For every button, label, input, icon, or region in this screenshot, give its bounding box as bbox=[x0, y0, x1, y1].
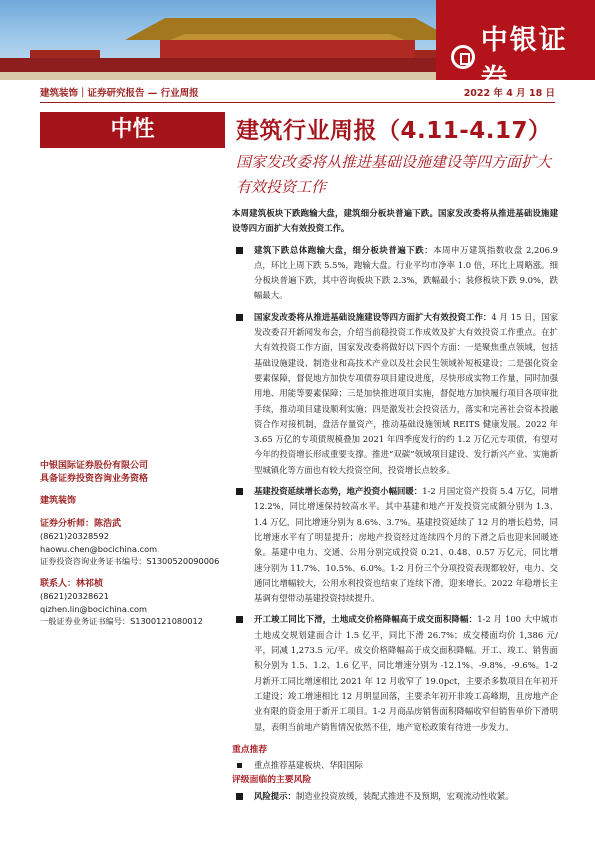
item-text: 本周申万建筑指数收盘 2,206.9 点，环比上周下跌 5.5%，跑输大盘。行业平均市净率 1.0 倍，环比上周略涨。细分板块普遍下跌，其中咨询板块下跌 2.3%，跌幅最小；装修板块下跌 9.0%，跌幅最大。 bbox=[254, 244, 558, 301]
item-text: 1-2 月国定资产投资 5.4 万亿，同增 12.2%，同比增速保持较高水平。其中基建和地产开发投资完成额分别为 1.3、1.4 万亿，同比增速分别为 8.6%、3.7%。基建投资延续了 12 月的增长趋势，同比增速水平有了明显提升；房地产投资经过连续四个月的下滑之后也迎来回暖迹象。基建中电力、交通、公用分别完成投资 0.21、0.48、0.57 万亿元，同比增速分别为 11.7%、10.5%、6.0%。1-2 月份三个分项投资表现都较好，电力、交通同比增幅较大，公用水利投资也结束了连续下滑，迎来增长。2022 年稳增长主基调有望带动基建投资持续提升。 bbox=[254, 486, 559, 604]
bullet-icon bbox=[236, 247, 243, 254]
item-lead: 国家发改委将从推进基础设施建设等四方面扩大有效投资工作： bbox=[254, 311, 492, 322]
contact-name: 联系人：林祁桢 bbox=[40, 578, 104, 589]
analyst-phone: (8621)20328592 bbox=[40, 531, 109, 541]
analyst-email[interactable]: haowu.chen@bocichina.com bbox=[40, 543, 158, 554]
risk-item bbox=[232, 789, 558, 804]
list-item bbox=[232, 310, 558, 478]
contact-cert: 一般证券业务证书编号：S1300121080012 bbox=[40, 616, 203, 626]
list-item bbox=[232, 612, 558, 734]
contact-email[interactable]: qizhen.lin@bocichina.com bbox=[40, 603, 147, 614]
report-body bbox=[232, 206, 558, 804]
list-item bbox=[232, 243, 558, 304]
risk-text: 制造业投资放缓，装配式推进不及预期，宏观流动性收紧。 bbox=[295, 790, 514, 801]
category-label: 建筑装饰｜证券研究报告 — 行业周报 bbox=[40, 88, 199, 99]
item-lead: 基建投资延续增长态势，地产投资小幅回暖： bbox=[254, 486, 423, 497]
analyst-name: 证券分析师：陈浩武 bbox=[40, 518, 122, 529]
sector-name: 建筑装饰 bbox=[40, 496, 77, 506]
bullet-icon bbox=[237, 763, 242, 768]
category-bar bbox=[0, 80, 595, 104]
item-text: 4 月 15 日，国家发改委召开新闻发布会，介绍当前稳投资工作成效及扩大有效投资工作重点。在扩大有效投资工作方面，国家发改委将做好以下四个方面：一是聚焦重点领域，包括基础设施建设、制造业和高技术产业以及社会民生领域补短板建设；二是强化资金要素保障，督促地方加快专项债券项目建设进度，尽快形成实物工作量，同时加强用地、用能等要素保障；三是加快推进项目实施，督促地方加快履行项目各项审批手续，推动项目建设顺利实施；四是激发社会投资活力，落实和完善社会资本投融资合作对接机制，盘活存量资产，推动基础设施领域 REITS 健康发展。2022 年 3.65 万亿的专项债规模叠加 2021 年四季度发行的约 1.2 万亿元专项债，有望对今年的投资增长形成重要支撑。推进“双碳”领域项目建设、发行新兴产业、实施新型城镇化等方面也有较大投资空间，投资增长点较多。 bbox=[254, 311, 558, 475]
contact-phone: (8621)20328621 bbox=[40, 591, 109, 601]
item-lead: 建筑下跌总体跑输大盘，细分板块普遍下跌： bbox=[254, 244, 434, 255]
bullet-icon bbox=[236, 488, 243, 495]
analyst-cert: 证券投资咨询业务证书编号：S1300520090006 bbox=[40, 556, 220, 566]
focus-item bbox=[232, 758, 558, 773]
item-lead: 开工竣工同比下滑，土地成交价格降幅高于成交面积降幅： bbox=[254, 614, 478, 625]
rating-badge: 中性 bbox=[40, 112, 225, 148]
report-title: 建筑行业周报（4.11-4.17） bbox=[236, 118, 552, 144]
logo-text: 中银证 bbox=[480, 25, 568, 56]
bullet-icon bbox=[236, 616, 243, 623]
focus-text: 重点推荐基建板块、华阳国际 bbox=[254, 760, 363, 771]
risk-lead: 风险提示： bbox=[254, 790, 296, 801]
report-subtitle: 国家发改委将从推进基础设施建设等四方面扩大有效投资工作 bbox=[236, 153, 552, 196]
bullet-icon bbox=[236, 793, 243, 800]
risk-heading: 评级面临的主要风险 bbox=[232, 775, 312, 786]
list-item bbox=[232, 484, 558, 606]
bullet-icon bbox=[236, 314, 243, 321]
intro-paragraph: 本周建筑板块下跌跑输大盘，建筑细分板块普遍下跌。国家发改委将从推进基础设施建设等四方面扩大有效投资工作。 bbox=[232, 208, 558, 234]
company-name: 中银国际证券股份有限公司 bbox=[40, 461, 149, 471]
focus-heading: 重点推荐 bbox=[232, 744, 268, 755]
sidebar-contacts bbox=[40, 460, 220, 628]
header-divider bbox=[40, 102, 555, 103]
item-text: 1-2 月 100 大中城市土地成交规划建面合计 1.5 亿平，同比下滑 26.7%；成交楼面均价 1,386 元/平，同减 1,273.5 元/平。成交价格降幅高于成交面积降幅。开工、竣工、销售面积分别为 1.5、1.2、1.6 亿平，同比增速分别为 -12.1%、-9.8%、-9.6%。1-2 月新开工同比增速相比 2021 年 12 月收窄了 19.0pct，主要杀多数项目在年初开工建设；竣工增速相比 12 月明显回落，主要杀年初开非竣工高峰期，且房地产企业有限的资金用于新开工项目。1-2 月商品房销售面积降幅收窄但销售单价下滑明显，表明当前地产销售情况依然不佳，地产宽松政策有待进一步发力。 bbox=[254, 614, 559, 732]
qualification: 具备证券投资咨询业务资格 bbox=[40, 473, 149, 484]
report-date: 2022 年 4 月 18 日 bbox=[463, 88, 555, 99]
bank-logo-icon bbox=[451, 45, 475, 69]
